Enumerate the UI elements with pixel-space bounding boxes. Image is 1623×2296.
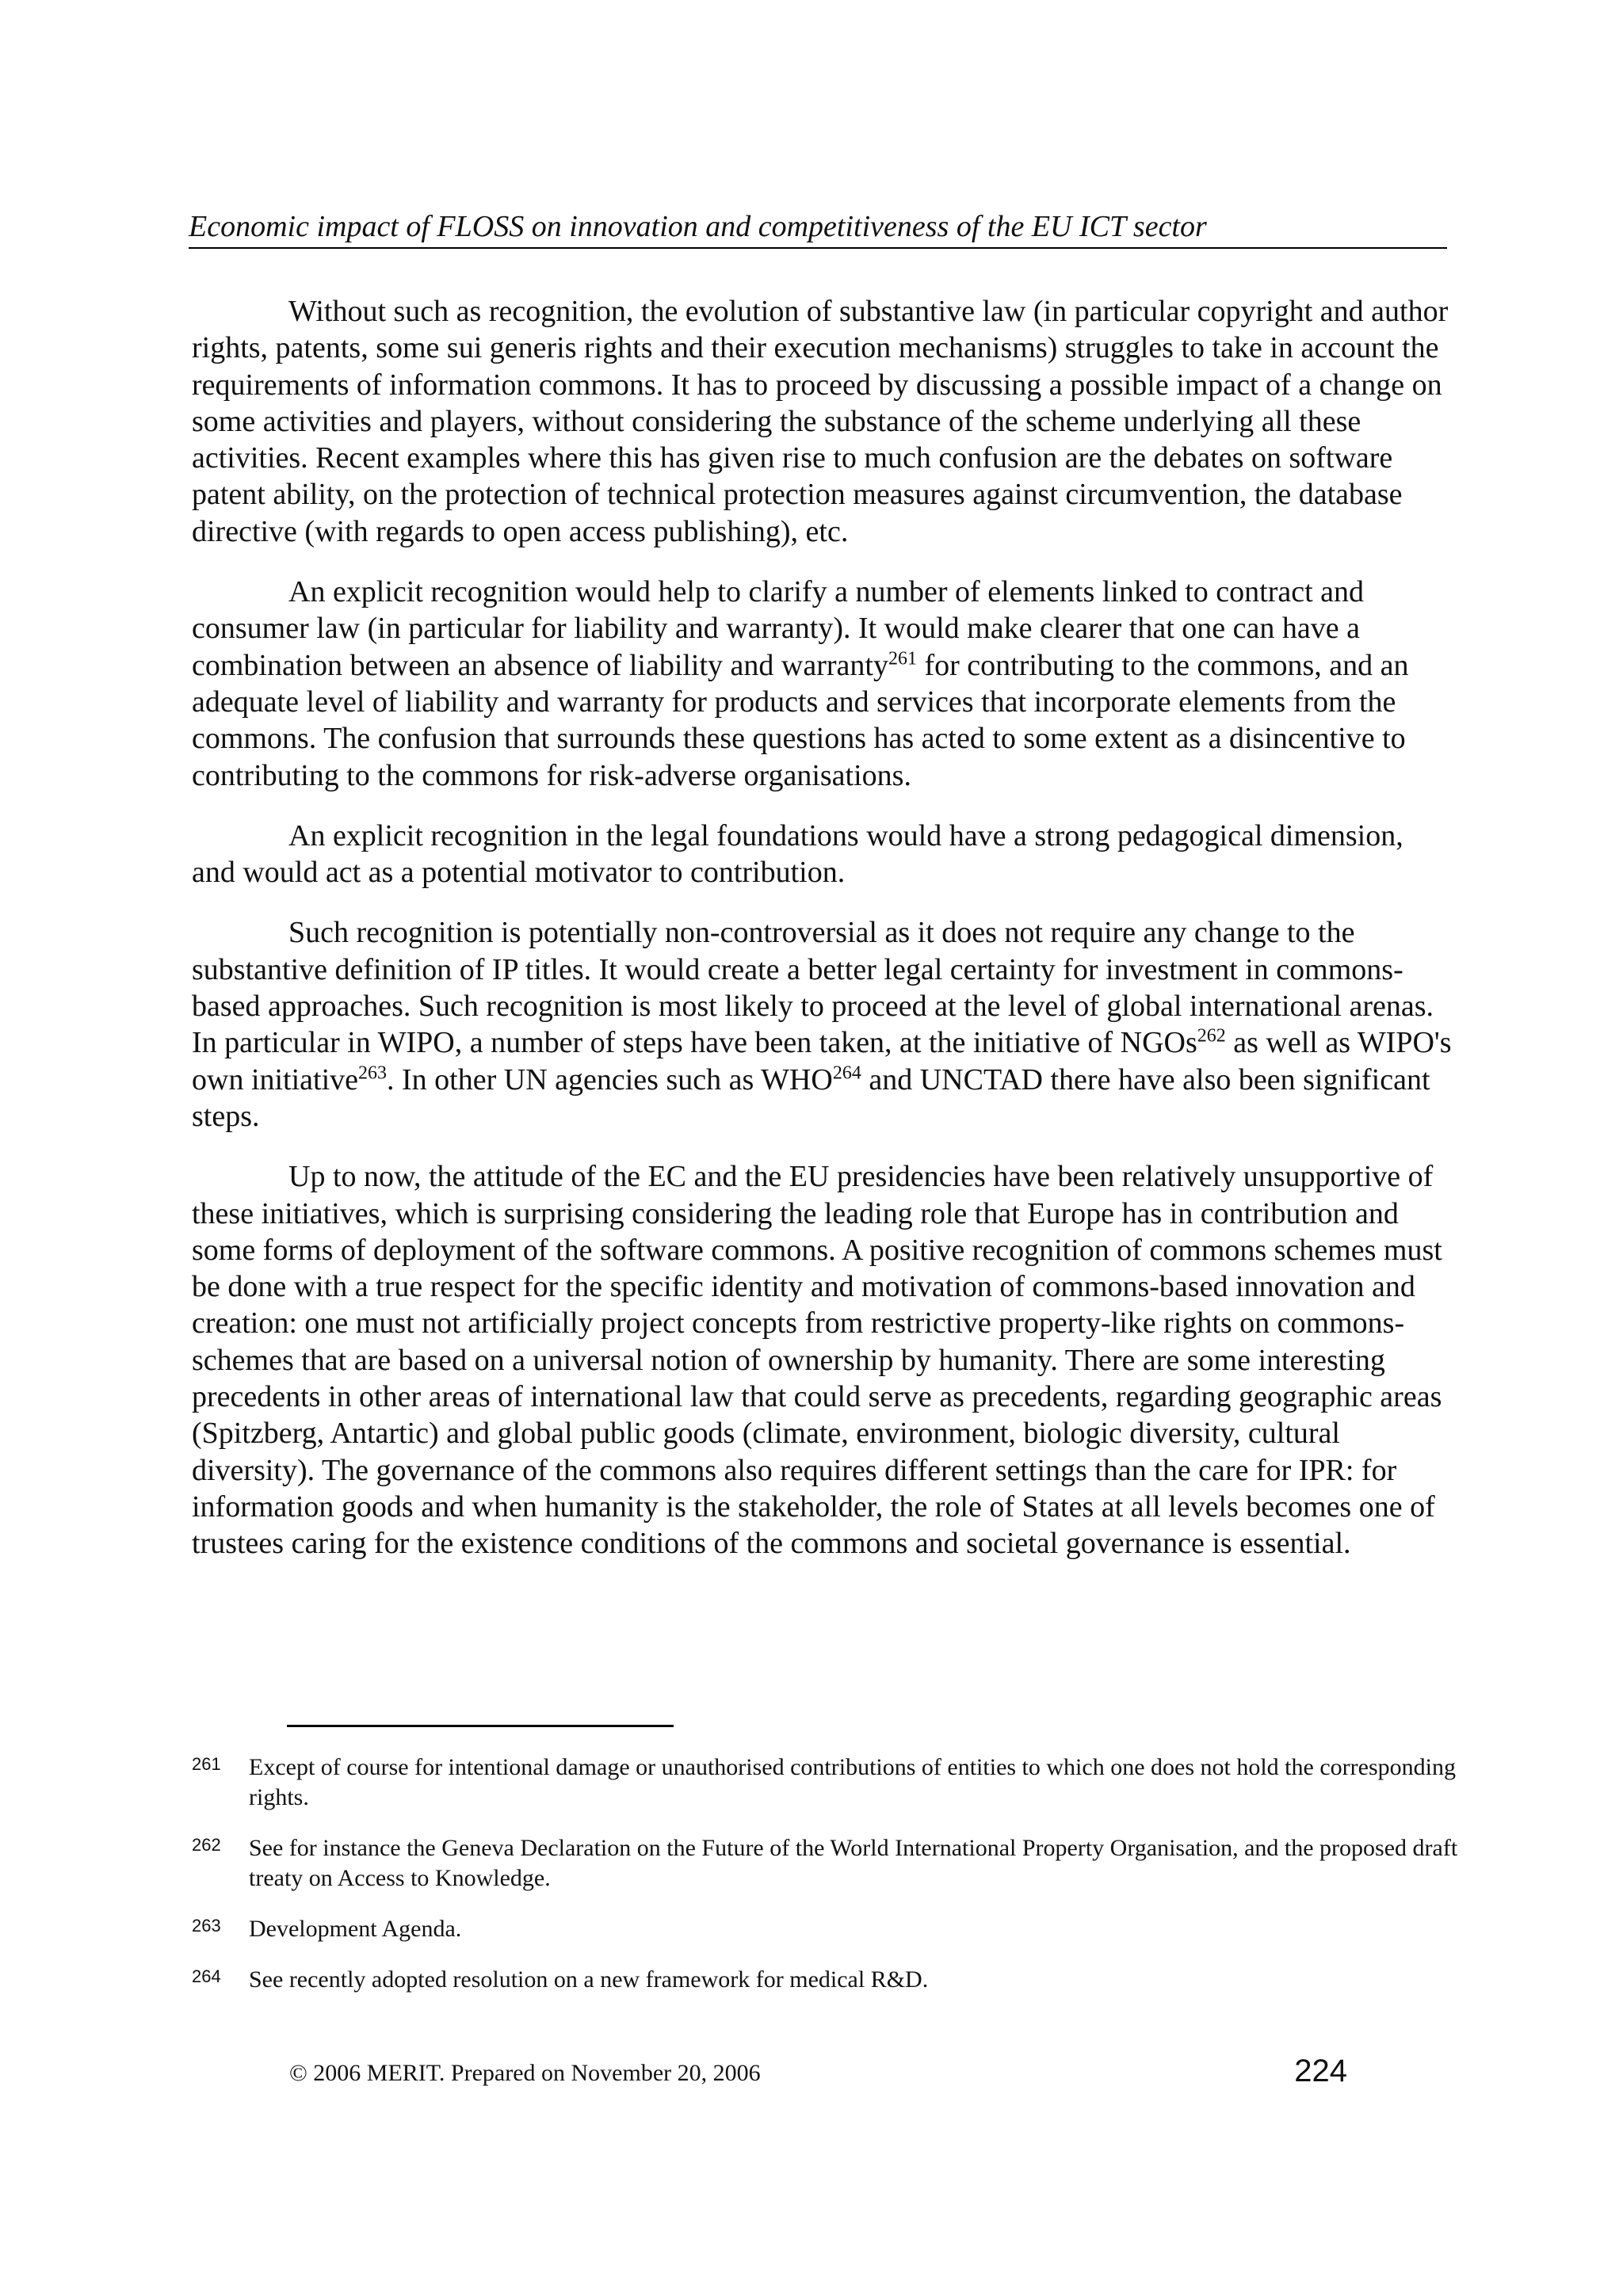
footnote-ref-261[interactable]: 261 [888, 648, 917, 669]
paragraph-4-text-a: Such recognition is potentially non-controversial as it does not require any change to the substantive definition of IP titles. It would create a better legal certainty for investment in commons-based approaches. Such recognition is most likely to proceed at the level of global international arenas. In particular in WIPO, a number of steps have been taken, at the initiative of NGOs [192, 916, 1434, 1060]
body-text [192, 293, 1452, 1586]
footnote-ref-262[interactable]: 262 [1197, 1025, 1226, 1047]
footnotes [192, 1753, 1460, 2016]
paragraph-4-text-c: . In other UN agencies such as WHO [387, 1062, 833, 1097]
footnote-text: Development Agenda. [249, 1916, 462, 1942]
footnote-text: See recently adopted resolution on a new framework for medical R&D. [249, 1966, 929, 1993]
footnote-ref-263[interactable]: 263 [358, 1062, 388, 1083]
running-header [189, 208, 1447, 246]
paragraph-4-text-d: and UNCTAD there have also been significant steps. [192, 1062, 1430, 1133]
footnote-262 [192, 1833, 1460, 1894]
header-rule [189, 247, 1447, 249]
page-footer [289, 2054, 1347, 2093]
paragraph-4 [192, 914, 1452, 1135]
footnote-263 [192, 1914, 1460, 1944]
footnote-264 [192, 1965, 1460, 1995]
paragraph-2-text-b: for contributing to the commons, and an adequate level of liability and warranty for products and services that incorporate elements from the commons. The confusion that surrounds these questions has acted to some extent as a disincentive to contributing to the commons for risk-adverse organisations. [192, 648, 1409, 792]
paragraph-5: Up to now, the attitude of the EC and the EU presidencies have been relatively unsupportive of these initiatives, which is surprising considering the leading role that Europe has in contribution and some forms of deployment of the software commons. A positive recognition of commons schemes must be done with a true respect for the specific identity and motivation of commons-based innovation and creation: one must not artificially project concepts from restrictive property-like rights on commons-schemes that are based on a universal notion of ownership by humanity. There are some interesting precedents in other areas of international law that could serve as precedents, regarding geographic areas (Spitzberg, Antartic) and global public goods (climate, environment, biologic diversity, cultural diversity). The governance of the commons also requires different settings than the care for IPR: for information goods and when humanity is the stakeholder, the role of States at all levels becomes one of trustees caring for the existence conditions of the commons and societal governance is essential. [192, 1160, 1442, 1561]
footnote-ref-264[interactable]: 264 [832, 1062, 861, 1083]
paragraph-4-text-b: as well as WIPO's own initiative [192, 1026, 1452, 1097]
paragraph-2 [192, 574, 1452, 794]
paragraph-2-text-a: An explicit recognition would help to clarify a number of elements linked to contract and consumer law (in particular for liability and warranty). It would make clearer that one can have a combination between an absence of liability and warranty [192, 575, 1365, 682]
footnote-separator [287, 1725, 674, 1727]
paragraph-1: Without such as recognition, the evolution of substantive law (in particular copyright and author rights, patents, some sui generis rights and their execution mechanisms) struggles to take in account the requirements of information commons. It has to proceed by discussing a possible impact of a change on some activities and players, without considering the substance of the scheme underlying all these activities. Recent examples where this has given rise to much confusion are the debates on software patent ability, on the protection of technical protection measures against circumvention, the database directive (with regards to open access publishing), etc. [192, 295, 1449, 548]
footnote-text: See for instance the Geneva Declaration on the Future of the World International Property Organisation, and the proposed draft treaty on Access to Knowledge. [249, 1835, 1458, 1891]
footnote-number: 264 [192, 1966, 221, 1986]
header-title: Economic impact of FLOSS on innovation and competitiveness of the EU ICT sector [189, 210, 1207, 243]
footnote-number: 261 [192, 1754, 221, 1774]
copyright-notice: © 2006 MERIT. Prepared on November 20, 2006 [289, 2060, 761, 2086]
page-number: 224 [1294, 2054, 1347, 2088]
footnote-number: 263 [192, 1916, 221, 1936]
footnote-text: Except of course for intentional damage or unauthorised contributions of entities to which one does not hold the corresponding rights. [249, 1754, 1456, 1810]
footnote-261 [192, 1753, 1460, 1813]
paragraph-3: An explicit recognition in the legal foundations would have a strong pedagogical dimension, and would act as a potential motivator to contribution. [192, 818, 1403, 890]
footnote-number: 262 [192, 1835, 221, 1855]
